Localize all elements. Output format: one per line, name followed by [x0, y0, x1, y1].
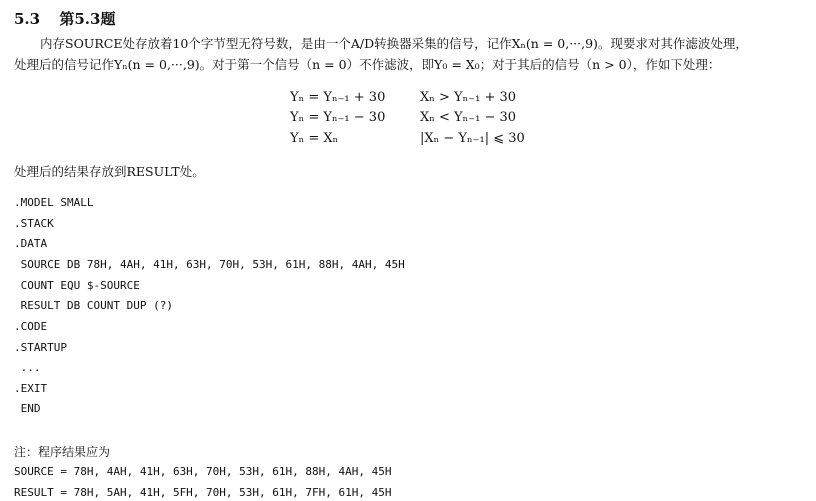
code-line: ...	[14, 361, 41, 374]
equation-lhs-2: Yₙ = Yₙ₋₁ − 30	[290, 110, 386, 125]
note-heading: 注：程序结果应为	[14, 445, 111, 459]
code-line: END	[14, 402, 41, 415]
result-sentence: 处理后的结果存放到RESULT处。	[14, 164, 205, 179]
code-line: .STACK	[14, 217, 54, 230]
equation-cond-2: Xₙ < Yₙ₋₁ − 30	[420, 110, 517, 125]
code-line: RESULT DB COUNT DUP (?)	[14, 299, 173, 312]
intro-line-2: 处理后的信号记作Yₙ(n = 0,···,9)。对于第一个信号（n = 0）不作滤波，即Y₀ = X₀；对于其后的信号（n > 0），作如下处理：	[14, 57, 721, 72]
code-line: .MODEL SMALL	[14, 196, 94, 209]
code-line: .DATA	[14, 237, 48, 250]
section-number: 5.3	[14, 10, 41, 28]
equation-cond-3: |Xₙ − Yₙ₋₁| ⩽ 30	[420, 131, 525, 146]
code-line: .STARTUP	[14, 341, 67, 354]
note-source-values: SOURCE = 78H, 4AH, 41H, 63H, 70H, 53H, 61H, 88H, 4AH, 45H	[14, 465, 392, 478]
section-heading	[14, 8, 115, 29]
code-line: .CODE	[14, 320, 48, 333]
equation-lhs-3: Yₙ = Xₙ	[290, 131, 339, 146]
code-line: COUNT EQU $-SOURCE	[14, 279, 140, 292]
code-line: .EXIT	[14, 382, 48, 395]
equation-lhs-1: Yₙ = Yₙ₋₁ + 30	[290, 90, 386, 105]
code-line: SOURCE DB 78H, 4AH, 41H, 63H, 70H, 53H, 61H, 88H, 4AH, 45H	[14, 258, 405, 271]
section-title: 第5.3题	[59, 10, 116, 28]
equation-cond-1: Xₙ > Yₙ₋₁ + 30	[420, 90, 517, 105]
note-result-values: RESULT = 78H, 5AH, 41H, 5FH, 70H, 53H, 61H, 7FH, 61H, 45H	[14, 486, 392, 499]
intro-line-1: 内存SOURCE处存放着10个字节型无符号数，是由一个A/D转换器采集的信号，记作Xₙ(n = 0,···,9)。现要求对其作滤波处理，	[40, 36, 748, 51]
